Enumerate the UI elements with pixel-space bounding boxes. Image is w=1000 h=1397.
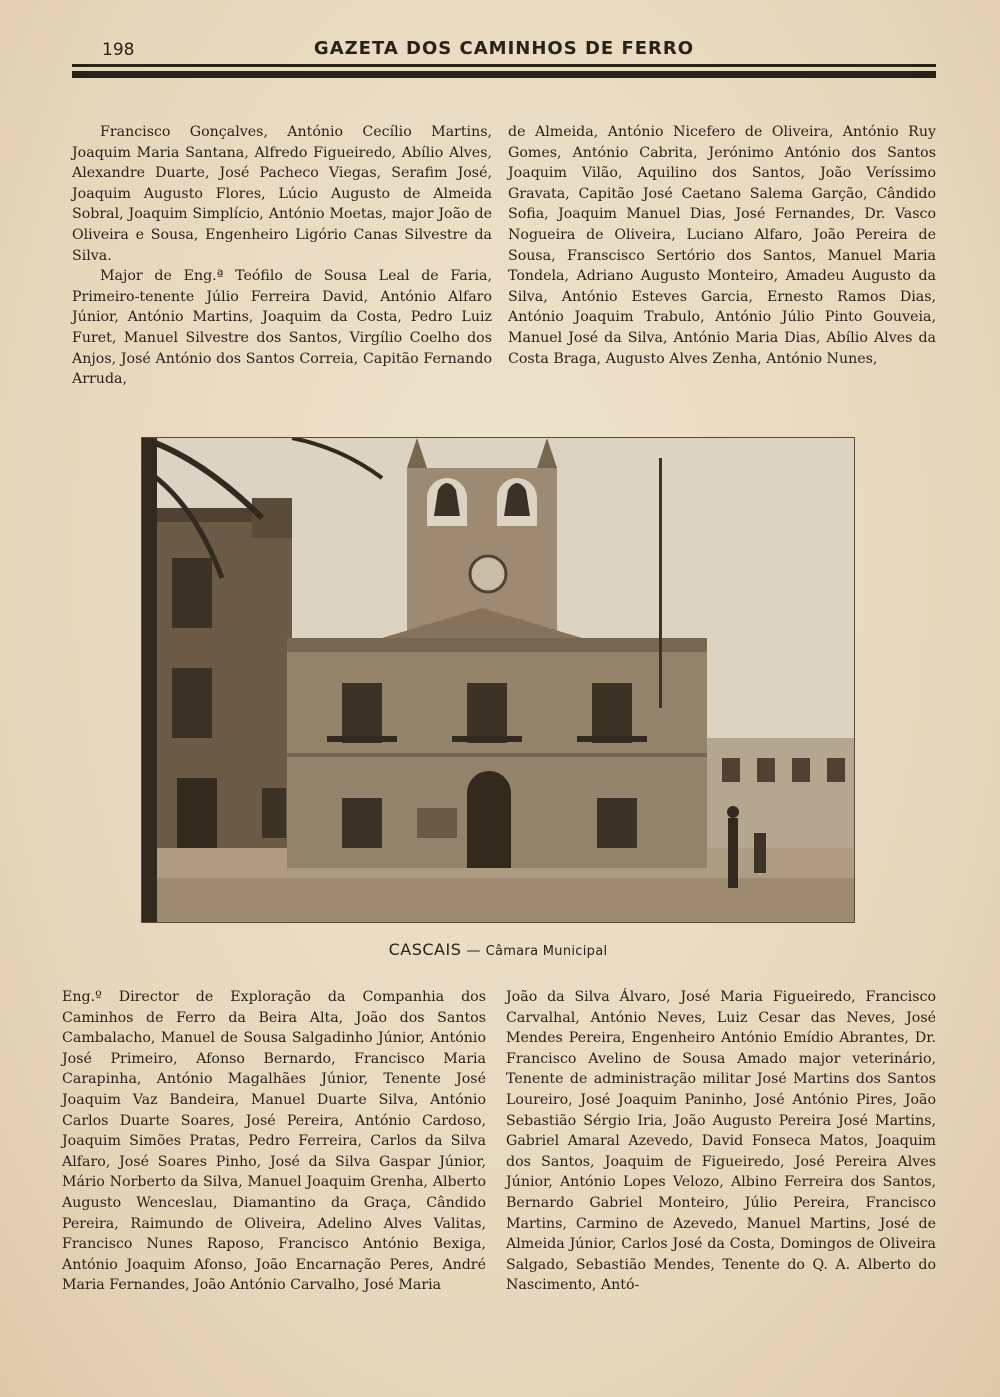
town-hall-photo xyxy=(142,438,854,922)
caption-description: Câmara Municipal xyxy=(485,944,608,959)
caption-dash: — xyxy=(466,943,481,959)
top-left-column xyxy=(72,122,492,390)
paragraph: Major de Eng.ª Teófilo de Sousa Leal de Faria, Primeiro-tenente Júlio Ferreira David, António Alfaro Júnior, António Martins, Joaquim da Costa, Pedro Luiz Furet, Manuel Silvestre dos Santos, Virgílio Coelho dos Anjos, José António dos Santos Correia, Capitão Fernando Arruda, xyxy=(72,268,492,388)
bottom-left-column xyxy=(62,987,486,1296)
paragraph: Francisco Gonçalves, António Cecílio Martins, Joaquim Maria Santana, Alfredo Figueiredo, Abílio Alves, Alexandre Duarte, José Pacheco Viegas, Serafim José, Joaquim Augusto Flores, Lúcio Augusto de Almeida Sobral, Joaquim Simplício, António Moetas, major João de Oliveira e Sousa, Engenheiro Ligório Canas Silvestre da Silva. xyxy=(72,124,492,264)
paragraph: de Almeida, António Nicefero de Oliveira, António Ruy Gomes, António Cabrita, Jerónimo António dos Santos Joaquim Vilão, Aquilino dos Santos, João Veríssimo Gravata, Capitão José Caetano Salema Garção, Cândido Sofia, Joaquim Manuel Dias, José Fernandes, Dr. Vasco Nogueira de Oliveira, Luciano Alfaro, João Pereira de Sousa, Franscisco Sertório dos Santos, Manuel Maria Tondela, Adriano Augusto Monteiro, Amadeu Augusto da Silva, António Esteves Garcia, Ernesto Ramos Dias, António Joaquim Trabulo, António Júlio Pinto Gouveia, Manuel José da Silva, António Maria Dias, Abílio Alves da Costa Braga, Augusto Alves Zenha, António Nunes, xyxy=(508,124,936,367)
bottom-right-column xyxy=(506,987,936,1296)
running-title: GAZETA DOS CAMINHOS DE FERRO xyxy=(313,38,695,59)
page-number: 198 xyxy=(102,40,135,60)
caption-place: CASCAIS xyxy=(388,940,462,959)
photo-caption xyxy=(142,940,854,959)
page-header xyxy=(72,36,936,66)
paragraph: Eng.º Director de Exploração da Companhia dos Caminhos de Ferro da Beira Alta, João dos Santos Cambalacho, Manuel de Sousa Salgadinho Júnior, António José Primeiro, Afonso Bernardo, Francisco Maria Carapinha, António Magalhães Júnior, Tenente José Joaquim Vaz Bandeira, Manuel Duarte Silva, António Carlos Duarte Soares, José Pereira, António Cardoso, Joaquim Simões Pratas, Pedro Ferreira, Carlos da Silva Alfaro, José Soares Pinho, José da Silva Gaspar Júnior, Mário Norberto da Silva, Manuel Joaquim Grenha, Alberto Augusto Wenceslau, Diamantino da Graça, Cândido Pereira, Raimundo de Oliveira, Adelino Alves Valitas, Francisco Nunes Raposo, Francisco António Bexiga, António Joaquim Afonso, João Encarnação Peres, André Maria Fernandes, João António Carvalho, José Maria xyxy=(62,989,486,1294)
header-rule-thick xyxy=(72,71,936,78)
paragraph: João da Silva Álvaro, José Maria Figueiredo, Francisco Carvalhal, António Neves, Luiz Cesar das Neves, José Mendes Pereira, Engenheiro António Emídio Abrantes, Dr. Francisco Avelino de Sousa Amado major veterinário, Tenente de administração militar José Martins dos Santos Loureiro, José Joaquim Paninho, José António Pires, João Sebastião Sérgio Iria, João Augusto Pereira José Martins, Gabriel Amaral Azevedo, David Fonseca Matos, Joaquim dos Santos, Joaquim de Figueiredo, José Pereira Alves Júnior, António Lopes Velozo, Albino Ferreira dos Santos, Bernardo Gabriel Monteiro, Júlio Pereira, Francisco Martins, Carmino de Azevedo, Manuel Martins, José de Almeida Júnior, Carlos José da Costa, Domingos de Oliveira Salgado, Sebastião Mendes, Tenente do Q. A. Alberto do Nascimento, Antó- xyxy=(506,989,936,1294)
top-right-column xyxy=(508,122,936,369)
header-rule-thin xyxy=(72,64,936,67)
